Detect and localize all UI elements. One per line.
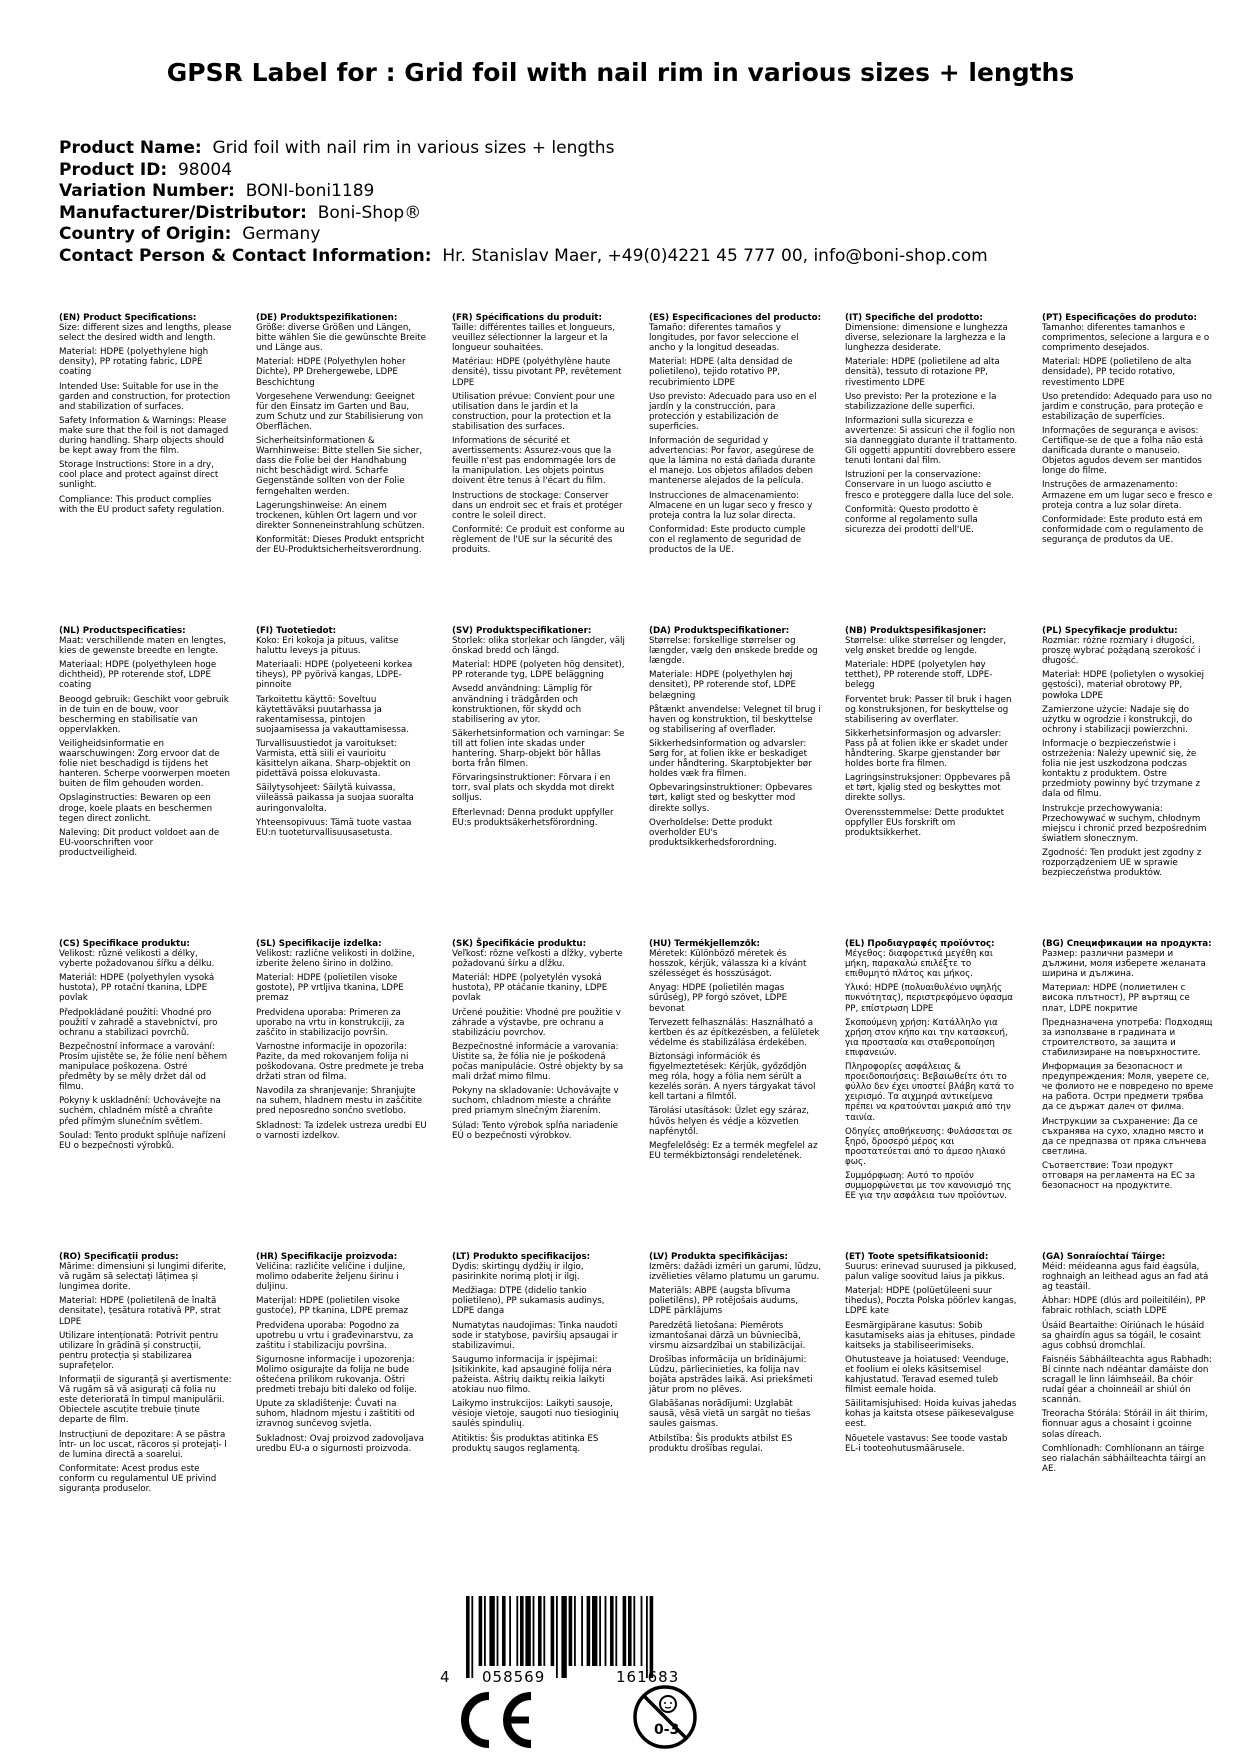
spec-paragraph: Beoogd gebruik: Geschikt voor gebruik in de tuin en de bouw, voor bescherming en stabilisatie van oppervlakken. [59,694,229,735]
spec-paragraph: Material: HDPE (polietilen visoke gostote), PP vrtljiva tkanina, LDPE premaz [256,973,404,1004]
spec-paragraph: Συμμόρφωση: Αυτό το προϊόν συμμορφώνεται με τον κανονισμό της ΕΕ για την ασφάλεια των προϊόντων. [845,1170,1012,1202]
spec-paragraph: Informações de segurança e avisos: Certifique-se de que a folha não está danificada durante o manuseio. Objetos agudos devem ser mantidos longe do filme. [1042,425,1204,477]
spec-paragraph: Konformität: Dieses Produkt entspricht der EU-Produktsicherheitsverordnung. [256,534,425,555]
spec-paragraph: Treoracha Stórála: Stóráil in áit thirim, fionnuar agus a chosaint i gcoinne solas díreach. [1042,1409,1208,1440]
spec-paragraph: Инструкции за съхранение: Да се съхранява на сухо, хладно място и да се предпазва от пряка слънчева светлина. [1042,1116,1207,1157]
spec-paragraph: Intended Use: Suitable for use in the garden and construction, for protection and stabilization of surfaces. [59,381,231,412]
spec-paragraph: Izmērs: dažādi izmēri un garumi, lūdzu, izvēlieties vēlamo platumu un garumu. [649,1262,822,1283]
barcode-bar [610,1596,614,1666]
spec-paragraph: Informazioni sulla sicurezza e avvertenze: Si assicuri che il foglio non sia danneggiato durante il trattamento. Gli oggetti appuntiti dovrebbero essere tenuti lontani dal film. [845,415,1018,467]
spec-paragraph: Matériau: HDPE (polyéthylène haute densité), tissu pivotant PP, revêtement LDPE [452,357,622,388]
spec-paragraph: Overholdelse: Dette produkt overholder EU's produktsikkerhedsforordning. [649,817,777,848]
spec-paragraph: Navodila za shranjevanje: Shranjujte na suhem, hladnem mestu in zaščitite pred neposredno sončno svetlobo. [256,1086,423,1117]
spec-section [452,313,625,559]
spec-paragraph: Conformità: Questo prodotto è conforme al regolamento sulla sicurezza dei prodotti dell'UE. [845,504,978,535]
variation-number-row: Variation Number: BONI-boni1189 [59,181,375,201]
spec-section-heading: (DA) Produktspecifikationer: [649,626,790,636]
spec-section-heading: (HU) Termékjellemzők: [649,939,761,949]
spec-paragraph: Tárolási utasítások: Üzlet egy száraz, hűvös helyen és védje a közvetlen napfénytől. [649,1106,810,1137]
spec-section [845,939,1018,1205]
spec-paragraph: Materiaal: HDPE (polyethyleen hoge dichtheid), PP roterende stof, LDPE coating [59,660,217,691]
spec-paragraph: Material: HDPE (alta densidad de polietileno), tejido rotativo PP, recubrimiento LDPE [649,357,793,388]
barcode-bar [650,1596,654,1678]
spec-paragraph: Varnostne informacije in opozorila: Pazite, da med rokovanjem folija ni poškodovana. Ostre predmete je treba držati stran od filma. [256,1041,424,1083]
spec-paragraph: Suurus: erinevad suurused ja pikkused, palun valige soovitud laius ja pikkus. [845,1262,1017,1283]
spec-section-heading: (ET) Toote spetsifikatsioonid: [845,1252,989,1262]
variation-number: BONI-boni1189 [245,181,375,201]
spec-section-heading: (SK) Špecifikácie produktu: [452,939,587,949]
barcode-bar [615,1596,617,1666]
spec-section [256,313,429,559]
spec-paragraph: Tervezett felhasználás: Használható a kertben és az építkezésben, a felületek védelme és stabilizálása érdekében. [649,1017,820,1048]
barcode-digit-prefix: 4 [440,1668,450,1686]
barcode-bar [561,1596,566,1678]
spec-paragraph: Soulad: Tento produkt splňuje nařízení EU o bezpečnosti výrobků. [59,1130,226,1151]
spec-paragraph: Tamaño: diferentes tamaños y longitudes, por favor seleccione el ancho y la longitud deseadas. [649,323,799,354]
contact-info: Hr. Stanislav Maer, +49(0)4221 45 777 00, info@boni-shop.com [442,245,988,266]
spec-paragraph: Material: HDPE (polietileno de alta densidade), PP tecido rotativo, revestimento LDPE [1042,357,1192,388]
spec-paragraph: Efterlevnad: Denna produkt uppfyller EU:s produktsäkerhetsförordning. [452,807,614,828]
spec-paragraph: Информация за безопасност и предупреждения: Моля, уверете се, че фолиото не е повредено по време на работа. Остри предмети трябва да се държат далеч от филма. [1042,1062,1214,1113]
spec-paragraph: Mărime: dimensiuni și lungimi diferite, vă rugăm să selectați lățimea și lungimea dorite. [59,1262,227,1293]
spec-paragraph: Yhteensopivuus: Tämä tuote vastaa EU:n tuoteturvallisuusasetusta. [256,817,412,838]
spec-paragraph: Megfelelőség: Ez a termék megfelel az EU termékbiztonsági rendeletének. [649,1140,818,1161]
spec-paragraph: Säilytysohjeet: Säilytä kuivassa, viileässä paikassa ja suojaa suoralta auringonvalolta. [256,783,414,814]
spec-paragraph: Sigurnosne informacije i upozorenja: Molimo osigurajte da folija ne bude oštećena prilikom rukovanja. Oštri predmeti trebaju biti daleko od folije. [256,1354,418,1396]
spec-paragraph: Größe: diverse Größen und Längen, bitte wählen Sie die gewünschte Breite und Länge aus. [256,323,427,354]
spec-paragraph: Veličina: različite veličine i duljine, molimo odaberite željenu širinu i duljinu. [256,1262,406,1293]
spec-paragraph: Información de seguridad y advertencias: Por favor, asegúrese de que la lámina no está dañada durante el manejo. Los objetos afilados deben mantenerse alejados de la película. [649,436,816,487]
spec-paragraph: Säilitamisjuhised: Hoida kuivas jahedas kohas ja kaitsta otsese päikesevalguse eest. [845,1399,1017,1430]
spec-paragraph: Størrelse: forskellige størrelser og længder, vælg den ønskede bredde og længde. [649,636,818,667]
spec-paragraph: Bezpečnostné informácie a varovania: Uistite sa, že fólia nie je poškodená počas manipulácie. Ostré objekty by sa mali držať mimo filmu. [452,1041,624,1083]
spec-paragraph: Pokyny k uskladnění: Uchovávejte na suchém, chladném místě a chraňte před přímým slunečním světlem. [59,1096,221,1127]
spec-section-heading: (LT) Produkto specifikacijos: [452,1252,591,1262]
spec-section [649,626,822,852]
spec-paragraph: Méretek: Különböző méretek és hosszok, kérjük, válassza ki a kívánt szélességet és hosszúságot. [649,949,807,980]
spec-paragraph: Dimensione: dimensione e lunghezza diverse, selezionare la larghezza e la lunghezza desiderate. [845,323,1008,354]
spec-section-heading: (CS) Specifikace produktu: [59,939,190,949]
spec-paragraph: Instructions de stockage: Conserver dans un endroit sec et frais et protéger contre le soleil direct. [452,490,623,521]
spec-paragraph: Материал: HDPE (полиетилен с висока плътност), PP въртящ се плат, LDPE покритие [1042,983,1190,1014]
spec-paragraph: Materijal: HDPE (polietilen visoke gustoće), PP tkanina, LDPE premaz [256,1296,409,1317]
spec-section [452,626,625,832]
age-label: 0-3 [654,1722,680,1738]
spec-paragraph: Forventet bruk: Passer til bruk i hagen og konstruksjonen, for beskyttelse og stabilisering av overflater. [845,694,1012,725]
spec-section [1042,313,1215,549]
spec-paragraph: Koko: Eri kokoja ja pituus, valitse haluttu leveys ja pituus. [256,636,399,657]
spec-paragraph: Overensstemmelse: Dette produktet oppfyller EUs forskrift om produktsikkerhet. [845,807,1004,838]
spec-paragraph: Skladnost: Ta izdelek ustreza uredbi EU o varnosti izdelkov. [256,1120,427,1141]
spec-paragraph: Faisnéis Sábháilteachta agus Rabhadh: Bí cinnte nach ndéantar damáiste don scragall le linn láimhseáil. Ba chóir rudaí géar a choinneáil ar shiúl ón scannán. [1042,1354,1212,1406]
spec-paragraph: Υλικό: HDPE (πολυαιθυλένιο υψηλής πυκνότητας), περιστρεφόμενο ύφασμα PP, επίστρωση LDPE [845,983,1014,1014]
spec-paragraph: Conformité: Ce produit est conforme au règlement de l'UE sur la sécurité des produits. [452,524,625,555]
spec-section-heading: (ES) Especificaciones del producto: [649,313,822,323]
spec-paragraph: Lagerungshinweise: An einem trockenen, kühlen Ort lagern und vor direkter Sonneneinstrahlung schützen. [256,500,425,531]
spec-section [649,939,822,1165]
spec-paragraph: Materiál: HDPE (polyetylén vysoká hustota), PP otáčanie tkaniny, LDPE povlak [452,973,608,1004]
spec-paragraph: Numatytas naudojimas: Tinka naudoti sode ir statybose, paviršių apsaugai ir stabilizavimui. [452,1320,618,1351]
barcode-bar [599,1596,601,1666]
spec-paragraph: Uso previsto: Per la protezione e la stabilizzazione delle superfici. [845,391,997,412]
spec-paragraph: Predviđena uporaba: Pogodno za upotrebu u vrtu i građevinarstvu, za zaštitu i stabilizaciju površina. [256,1320,414,1351]
spec-paragraph: Materiāls: ABPE (augsta blīvuma polietilēns), PP rotējošais audums, LDPE pārklājums [649,1286,799,1317]
spec-paragraph: Materiał: HDPE (polietylen o wysokiej gęstości), materiał obrotowy PP, powłoka LDPE [1042,670,1205,701]
product-name: Grid foil with nail rim in various sizes + lengths [212,138,615,158]
spec-paragraph: Sicherheitsinformationen & Warnhinweise: Bitte stellen Sie sicher, dass die Folie bei der Handhabung nicht beschädigt wird. Scharfe Gegenstände sollten von der Folie ferngehalten werden. [256,436,423,497]
contact-row: Contact Person & Contact Information: Hr. Stanislav Maer, +49(0)4221 45 777 00, info@boni-shop.com [59,245,988,266]
barcode-bar [489,1596,494,1666]
spec-paragraph: Biztonsági információk és figyelmeztetések: Kérjük, győződjön meg róla, hogy a fólia nem sérült a kezelés során. A nyers tárgyakat távol kell tartani a filmtől. [649,1051,816,1103]
spec-paragraph: Utilisation prévue: Convient pour une utilisation dans le jardin et la construction, pour la protection et la stabilisation des surfaces. [452,391,615,432]
spec-section-heading: (SL) Specifikacije izdelka: [256,939,382,949]
barcode-bar [466,1596,470,1678]
spec-section-heading: (EN) Product Specifications: [59,313,197,323]
barcode-bar [581,1596,583,1666]
page-title: GPSR Label for : Grid foil with nail rim in various sizes + lengths [166,58,1075,87]
spec-paragraph: Veiligheidsinformatie en waarschuwingen: Zorg ervoor dat de folie niet beschadigd is tijdens het hanteren. Scherpe voorwerpen moeten buiten de film gehouden worden. [59,738,231,790]
barcode-bar [623,1596,627,1666]
spec-section-heading: (BG) Спецификации на продукта: [1042,939,1212,949]
spec-paragraph: Utilizare intenționată: Potrivit pentru utilizare în grădină și construcții, pentru protecția și stabilizarea suprafețelor. [59,1330,219,1371]
spec-section-heading: (EL) Προδιαγραφές προϊόντος: [845,939,995,949]
spec-paragraph: Size: different sizes and lengths, please select the desired width and length. [59,323,232,344]
product-info [59,138,988,267]
spec-section-heading: (SV) Produktspecifikationer: [452,626,592,636]
spec-paragraph: Material: HDPE (polyeten hög densitet), PP roterande tyg, LDPE beläggning [452,660,625,681]
barcode-bar [533,1596,535,1666]
spec-section [59,1252,232,1498]
spec-paragraph: Lagringsinstruksjoner: Oppbevares på et tørt, kjølig sted og beskyttes mot direkte sollys. [845,773,1011,804]
spec-paragraph: Materiaali: HDPE (polyeteeni korkea tiheys), PP pyörivä kangas, LDPE-pinnoite [256,660,413,691]
spec-section-heading: (IT) Specifiche del prodotto: [845,313,983,323]
spec-paragraph: Materiale: HDPE (polyetylen høy tetthet), PP roterende stoff, LDPE-belegg [845,660,993,691]
spec-paragraph: Laikymo instrukcijos: Laikyti sausoje, vėsioje vietoje, saugoti nuo tiesioginių saulės spindulių. [452,1399,619,1430]
product-name-row: Product Name: Grid foil with nail rim in various sizes + lengths [59,138,615,158]
spec-paragraph: Materjal: HDPE (polüetüleeni suur tihedus), Poczta Polska pöörlev kangas, LDPE kate [845,1286,1017,1317]
barcode-bar [641,1596,643,1666]
product-id-row: Product ID: 98004 [59,159,233,180]
spec-section [649,1252,822,1458]
spec-paragraph: Förvaringsinstruktioner: Förvara i en torr, sval plats och skydda mot direkt solljus. [452,773,615,804]
spec-paragraph: Storage Instructions: Store in a dry, cool place and protect against direct sunlight. [59,460,219,491]
spec-paragraph: Drošības informācija un brīdinājumi: Lūdzu, pārliecinieties, ka folija nav bojāta apstrādes laikā. Asi priekšmeti jātur prom no plēves. [649,1354,813,1396]
barcode-bar [605,1596,607,1666]
spec-section-heading: (PL) Specyfikacje produktu: [1042,626,1178,636]
spec-paragraph: Materiale: HDPE (polyethylen høj densitet), PP roterende stof, LDPE belægning [649,670,796,701]
spec-paragraph: Uso pretendido: Adequado para uso no jardim e construção, para proteção e estabilização de superfícies. [1042,391,1212,422]
spec-paragraph: Předpokládané použití: Vhodné pro použití v zahradě a stavebnictví, pro ochranu a stabilizaci povrchů. [59,1007,218,1038]
barcode-bar [525,1596,530,1666]
spec-section [59,313,232,519]
spec-paragraph: Μέγεθος: διαφορετικά μεγέθη και μήκη, παρακαλώ επιλέξτε το επιθυμητό πλάτος και μήκος. [845,949,993,980]
product-id: 98004 [177,159,233,180]
spec-paragraph: Turvallisuustiedot ja varoitukset: Varmista, että siili ei vaurioitu käsittelyn aikana. Sharp-objektit on pidettävä poissa elokuvasta. [256,738,411,780]
barcode-bar [538,1596,542,1666]
spec-paragraph: Glabāšanas norādījumi: Uzglabāt sausā, vēsā vietā un sargāt no tiešas saules gaismas. [649,1399,811,1430]
spec-paragraph: Dydis: skirtingų dydžių ir ilgio, pasirinkite norimą plotį ir ilgį. [452,1262,584,1283]
spec-paragraph: Upute za skladištenje: Čuvati na suhom, hladnom mjestu i zaštititi od izravnog sunčevog svjetla. [256,1399,415,1430]
spec-paragraph: Размер: различни размери и дължини, моля изберете желаната ширина и дължина. [1042,949,1206,980]
spec-paragraph: Conformidade: Este produto está em conformidade com o regulamento de segurança de produtos da UE. [1042,514,1204,545]
spec-paragraph: Ábhar: HDPE (dlús ard poileitiléin), PP fabraic rothlach, sciath LDPE [1042,1296,1206,1317]
spec-paragraph: Instrucțiuni de depozitare: A se păstra într- un loc uscat, răcoros și protejați- l de lumina directă a soarelui. [59,1429,227,1460]
spec-paragraph: Velikost: různé velikosti a délky, vyberte požadovanou šířku a délku. [59,949,215,970]
spec-paragraph: Informacje o bezpieczeństwie i ostrzeżenia: Należy upewnić się, że folia nie jest uszkodzona podczas kontaktu z produktem. Ostre przedmioty powinny być trzymane z dala od filmu. [1042,738,1201,800]
spec-paragraph: Material: HDPE (polietilenă de înaltă densitate), țesătura rotativă PP, strat LDPE [59,1296,221,1327]
spec-section [845,313,1018,539]
spec-paragraph: Informații de siguranță și avertismente: Vă rugăm să vă asigurați că folia nu este deteriorată în timpul manipulării. Obiectele ascuțite trebuie ținute departe de film. [59,1375,232,1426]
spec-paragraph: Maat: verschillende maten en lengtes, kies de gewenste breedte en lengte. [59,636,227,657]
barcode-bar [633,1596,635,1666]
barcode-bar [646,1596,648,1678]
spec-paragraph: Naleving: Dit product voldoet aan de EU-voorschriften voor productveiligheid. [59,827,220,858]
spec-section-heading: (GA) Sonraíochtaí Táirge: [1042,1252,1166,1262]
spec-paragraph: Zamierzone użycie: Nadaje się do użytku w ogrodzie i konstrukcji, do ochrony i stabilizacji powierzchni. [1042,704,1193,735]
spec-paragraph: Vorgesehene Verwendung: Geeignet für den Einsatz im Garten und Bau, zum Schutz und zur Stabilisierung von Oberflächen. [256,391,424,432]
spec-section [845,1252,1018,1458]
spec-paragraph: Istruzioni per la conservazione: Conservare in un luogo asciutto e fresco e proteggere dalla luce del sole. [845,470,1015,501]
spec-paragraph: Instrukcje przechowywania: Przechowywać w suchym, chłodnym miejscu i chronić przed bezpośrednim światłem słonecznym. [1042,803,1207,844]
spec-section-heading: (DE) Produktspezifikationen: [256,313,398,323]
spec-paragraph: Opbevaringsinstruktioner: Opbevares tørt, køligt sted og beskytter mod direkte sollys. [649,783,813,814]
spec-paragraph: Material: HDPE (Polyethylen hoher Dichte), PP Drehergewebe, LDPE Beschichtung [256,357,406,388]
spec-paragraph: Určené použitie: Vhodné pre použitie v záhrade a výstavbe, pre ochranu a stabilizáciu povrchov. [452,1007,621,1038]
barcode-bar [543,1596,545,1666]
spec-paragraph: Sukladnost: Ovaj proizvod zadovoljava uredbu EU-a o sigurnosti proizvoda. [256,1433,424,1454]
spec-paragraph: Предназначена употреба: Подходящ за използване в градината и строителството, за защита и стабилизиране на повърхностите. [1042,1017,1213,1058]
country-row: Country of Origin: Germany [59,224,321,244]
spec-paragraph: Sikkerhedsinformation og advarsler: Sørg for, at folien ikke er beskadiget under håndtering. Skarptobjekter bør holdes væk fra filmen. [649,738,812,780]
spec-section [845,626,1018,842]
spec-paragraph: Taille: différentes tailles et longueurs, veuillez sélectionner la largeur et la longueur souhaitées. [452,323,616,354]
barcode-bar [551,1596,555,1666]
spec-paragraph: Οδηγίες αποθήκευσης: Φυλάσσεται σε ξηρό, δροσερό μέρος και προστατεύεται από το άμεσο ηλιακό φως. [845,1126,1013,1167]
barcode-bar [628,1596,632,1666]
country-of-origin: Germany [242,224,321,244]
barcode-bar [509,1596,511,1666]
spec-paragraph: Uso previsto: Adecuado para uso en el jardín y la construcción, para protección y estabilización de superficies. [649,391,817,432]
barcode-digits-left: 058569 [482,1668,546,1686]
manufacturer-row: Manufacturer/Distributor: Boni-Shop® [59,202,422,223]
spec-paragraph: Súlad: Tento výrobok spĺňa nariadenie EÚ o bezpečnosti výrobkov. [452,1120,619,1141]
spec-paragraph: Veľkosť: rôzne veľkosti a dĺžky, vyberte požadovanú šírku a dĺžku. [452,949,623,970]
barcode-bar [497,1596,499,1666]
spec-section [452,939,625,1145]
spec-section-heading: (FI) Tuotetiedot: [256,626,337,636]
spec-paragraph: Ohutusteave ja hoiatused: Veenduge, et foolium ei oleks käsitsemisel kahjustatud. Teravad esemed tuleb filmist eemale hoida. [845,1354,1009,1396]
spec-section-heading: (PT) Especificações do produto: [1042,313,1197,323]
spec-paragraph: Nõuetele vastavus: See toode vastab EL-i tooteohutusmäärusele. [845,1433,1008,1454]
spec-paragraph: Σκοπούμενη χρήση: Κατάλληλο για χρήση στον κήπο και την κατασκευή, για προστασία και σταθεροποίηση επιφανειών. [845,1017,1008,1058]
spec-paragraph: Eesmärgipärane kasutus: Sobib kasutamiseks aias ja ehituses, pindade kaitseks ja stabiliseerimiseks. [845,1320,1016,1351]
spec-paragraph: Säkerhetsinformation och varningar: Se till att folien inte skadas under hantering. Sharp-objekt bör hållas borta från filmen. [452,728,625,770]
spec-section [452,1252,625,1458]
spec-paragraph: Informations de sécurité et avertissements: Assurez-vous que la feuille n'est pas endommagée lors de la manipulation. Les objets pointus doivent être tenus à l'écart du film. [452,436,616,487]
spec-paragraph: Opslaginstructies: Bewaren op een droge, koele plaats en beschermen tegen direct zonlicht. [59,793,213,824]
spec-paragraph: Velikost: različne velikosti in dolžine, izberite želeno širino in dolžino. [256,949,415,970]
barcode-bar [569,1596,573,1666]
spec-paragraph: Avsedd användning: Lämplig för användning i trädgården och konstruktionen, för skydd och stabilisering av ytor. [452,684,593,725]
spec-paragraph: Bezpečnostní informace a varování: Prosím ujistěte se, že fólie není během manipulace poškozena. Ostré předměty by se měly držet dál od filmu. [59,1041,228,1093]
spec-paragraph: Storlek: olika storlekar och längder, välj önskad bredd och längd. [452,636,625,657]
spec-section [256,939,429,1145]
not-for-children-under-3-icon [632,1684,698,1750]
spec-paragraph: Tamanho: diferentes tamanhos e comprimentos, selecione a largura e o comprimento desejados. [1042,323,1210,354]
spec-section-heading: (HR) Specifikacije proizvoda: [256,1252,398,1262]
spec-paragraph: Zgodność: Ten produkt jest zgodny z rozporządzeniem UE w sprawie bezpieczeństwa produktów. [1042,847,1202,879]
spec-paragraph: Påtænkt anvendelse: Velegnet til brug i haven og konstruktion, til beskyttelse og stabilisering af overflader. [649,704,821,735]
barcode-bar [520,1596,524,1666]
spec-paragraph: Tarkoitettu käyttö: Soveltuu käytettäväksi puutarhassa ja rakentamisessa, pintojen suojaamisessa ja vakauttamisessa. [256,694,409,735]
spec-section [1042,626,1215,882]
spec-paragraph: Safety Information & Warnings: Please make sure that the foil is not damaged during handling. Sharp objects should be kept away from the film. [59,415,229,457]
spec-section [256,626,429,842]
spec-paragraph: Compliance: This product complies with the EU product safety regulation. [59,494,225,515]
barcode-bar [587,1596,591,1666]
spec-paragraph: Materiál: HDPE (polyethylen vysoká hustota), PP rotační tkanina, LDPE povlak [59,973,215,1004]
spec-section-heading: (NL) Productspecificaties: [59,626,186,636]
spec-paragraph: Anyag: HDPE (polietilén magas sűrűség), PP forgó szövet, LDPE bevonat [649,983,788,1014]
spec-paragraph: Predvidena uporaba: Primeren za uporabo na vrtu in konstrukciji, za zaščito in stabilizacijo površin. [256,1007,405,1038]
barcode-bar [556,1596,558,1678]
spec-paragraph: Material: HDPE (polyethylene high density), PP rotating fabric, LDPE coating [59,347,209,378]
spec-paragraph: Pokyny na skladovanie: Uchovávajte v suchom, chladnom mieste a chráňte pred priamym slnečným žiarením. [452,1086,619,1117]
barcode-bar [574,1596,576,1666]
spec-paragraph: Conformidad: Este producto cumple con el reglamento de seguridad de productos de la UE. [649,524,806,555]
barcode-bar [471,1596,473,1678]
spec-paragraph: Conformitate: Acest produs este conform cu regulamentul UE privind siguranța produselor. [59,1463,217,1494]
spec-section [649,313,822,559]
spec-section [59,626,232,862]
spec-section [1042,1252,1215,1478]
spec-paragraph: Instrucciones de almacenamiento: Almacene en un lugar seco y fresco y proteja contra la luz solar directa. [649,490,813,521]
spec-section [1042,939,1215,1195]
spec-paragraph: Rozmiar: różne rozmiary i długości, proszę wybrać pożądaną szerokość i długość. [1042,636,1201,667]
barcode-digits-right: 161683 [616,1668,680,1686]
spec-section-heading: (NB) Produktspesifikasjoner: [845,626,987,636]
spec-section-heading: (FR) Spécifications du produit: [452,313,602,323]
barcode-bar [484,1596,486,1666]
barcode-bar [479,1596,483,1666]
spec-paragraph: Úsáid Beartaithe: Oiriúnach le húsáid sa ghairdín agus sa tógáil, le cosaint agus cobhsú dromchlaí. [1042,1320,1205,1351]
spec-paragraph: Instruções de armazenamento: Armazene em um lugar seco e fresco e proteja contra a luz solar direta. [1042,480,1213,511]
spec-paragraph: Størrelse: ulike størrelser og lengder, velg ønsket bredde og lengde. [845,636,1007,657]
spec-section [59,939,232,1155]
ean-barcode [440,1596,750,1688]
spec-paragraph: Πληροφορίες ασφάλειας & προειδοποιήσεις: Βεβαιωθείτε ότι το φύλλο δεν έχει υποστεί βλάβη κατά το χειρισμό. Τα αιχμηρά αντικείμενα πρέπει να κρατούνται μακριά από την ταινία. [845,1062,1014,1123]
spec-paragraph: Paredzētā lietošana: Piemērots izmantošanai dārzā un būvniecībā, virsmu aizsardzībai un stabilizācijai. [649,1320,806,1351]
spec-paragraph: Medžiaga: DTPE (didelio tankio polietileno), PP sukamasis audinys, LDPE danga [452,1286,605,1317]
spec-paragraph: Sikkerhetsinformasjon og advarsler: Pass på at folien ikke er skadet under håndtering. Skarpe gjenstander bør holdes borte fra filmen. [845,728,1009,770]
ce-mark-icon [455,1690,537,1750]
manufacturer: Boni-Shop® [317,202,422,223]
spec-paragraph: Saugumo informacija ir įspėjimai: Įsitikinkite, kad apsauginė folija nėra pažeista. Aštrių daiktų reikia laikyti atokiau nuo filmo. [452,1354,612,1396]
spec-section [256,1252,429,1458]
spec-section-heading: (LV) Produkta specifikācijas: [649,1252,788,1262]
spec-paragraph: Comhlíonadh: Comhlíonann an táirge seo rialachán sábháilteachta táirgí an AE. [1042,1443,1206,1474]
spec-paragraph: Atbilstība: Šis produkts atbilst ES produktu drošības regulai. [649,1433,793,1454]
spec-paragraph: Méid: méideanna agus faid éagsúla, roghnaigh an leithead agus an fad atá ag teastáil. [1042,1262,1209,1293]
spec-paragraph: Atitiktis: Šis produktas atitinka ES produktų saugos reglamentą. [452,1433,599,1454]
barcode-bar [592,1596,597,1666]
spec-paragraph: Materiale: HDPE (polietilene ad alta densità), tessuto di rotazione PP, rivestimento LDPE [845,357,1000,388]
spec-section-heading: (RO) Specificații produs: [59,1252,179,1262]
spec-paragraph: Съответствие: Този продукт отговаря на регламента на ЕС за безопасност на продуктите. [1042,1160,1196,1192]
barcode-bar [502,1596,506,1666]
barcode-bar [516,1596,518,1666]
